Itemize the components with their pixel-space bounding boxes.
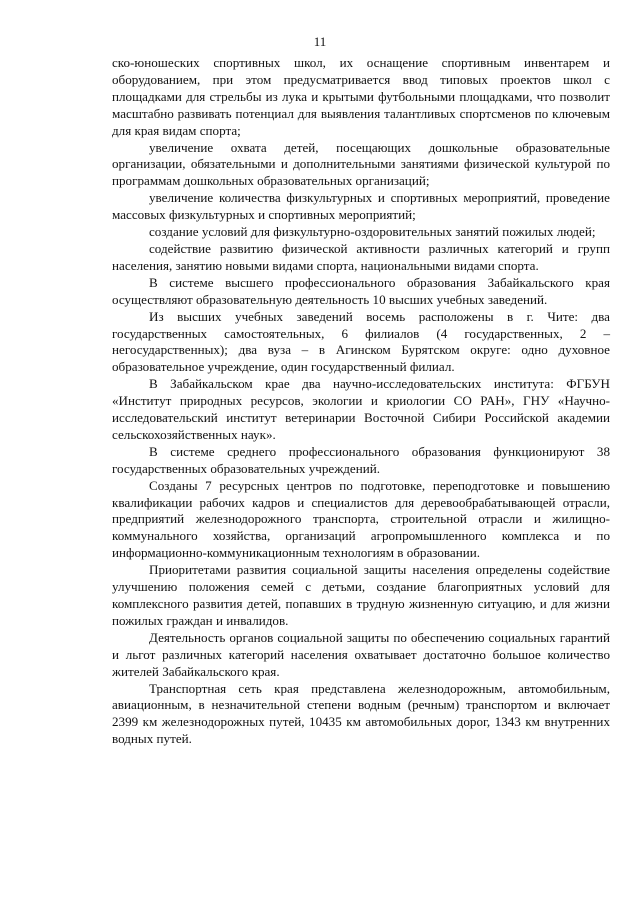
page-number: 11 xyxy=(313,34,327,49)
paragraph-higher-education: В системе высшего профессионального образования Забайкальского края осуществляют образовательную деятельность 10 высших учебных заведений. xyxy=(112,274,610,307)
paragraph-secondary-education: В системе среднего профессионального образования функционируют 38 государственных образовательных учреждений. xyxy=(112,443,610,476)
paragraph-elderly-conditions: создание условий для физкультурно-оздоровительных занятий пожилых людей; xyxy=(149,224,596,240)
paragraph-resource-centers: Созданы 7 ресурсных центров по подготовке, переподготовке и повышению квалификации рабочих кадров и специалистов для деревообрабатывающей отрасли, предприятий железнодорожного транспорта, строительной отрасли и жилищно-коммунального хозяйства, организаций агропромышленного комплекса и по информационно-коммуникационным технологиям в образовании. xyxy=(112,477,610,561)
paragraph-universities-chita: Из высших учебных заведений восемь расположены в г. Чите: два государственных самостоятельных, 6 филиалов (4 государственных, 2 – негосударственных); два вуза – в Агинском Бурятском округе: одно духовное образовательное учреждение, один государственный филиал. xyxy=(112,308,610,375)
paragraph-physical-activity: содействие развитию физической активности различных категорий и групп населения, занятию новыми видами спорта, национальными видами спорта. xyxy=(112,240,610,273)
body-text xyxy=(112,55,610,748)
paragraph-research-institutes: В Забайкальском крае два научно-исследовательских института: ФГБУН «Институт природных ресурсов, экологии и криологии СО РАН», ГНУ «Научно-исследовательский институт ветеринарии Восточной Сибири Российской академии сельскохозяйственных наук». xyxy=(112,376,610,442)
paragraph-sports-events: увеличение количества физкультурных и спортивных мероприятий, проведение массовых физкультурных и спортивных мероприятий; xyxy=(112,190,610,223)
paragraph-social-protection-priorities: Приоритетами развития социальной защиты населения определены содействие улучшению положения семей с детьми, создание благоприятных условий для комплексного развития детей, попавших в трудную жизненную ситуацию, и для жизни пожилых граждан и инвалидов. xyxy=(112,562,610,628)
paragraph-preschool-coverage: увеличение охвата детей, посещающих дошкольные образовательные организации, обязательными и дополнительными занятиями физической культурой по программам дошкольных образовательных организаций; xyxy=(112,139,610,189)
paragraph-sports-schools: ско-юношеских спортивных школ, их оснащение спортивным инвентарем и оборудованием, при этом предусматривается ввод типовых проектов школ с площадками для стрельбы из лука и крытыми футбольными площадками, что позволит масштабно развивать потенциал для выявления талантливых спортсменов по ключевым для края видам спорта; xyxy=(112,55,610,138)
paragraph-social-guarantees: Деятельность органов социальной защиты по обеспечению социальных гарантий и льгот различных категорий населения охватывает достаточно большое количество жителей Забайкальского края. xyxy=(112,629,610,679)
paragraph-transport-network: Транспортная сеть края представлена железнодорожным, автомобильным, авиационным, в незначительной степени водным (речным) транспортом и включает 2399 км железнодорожных путей, 10435 км автомобильных дорог, 1343 км внутренних водных путей. xyxy=(112,680,610,747)
